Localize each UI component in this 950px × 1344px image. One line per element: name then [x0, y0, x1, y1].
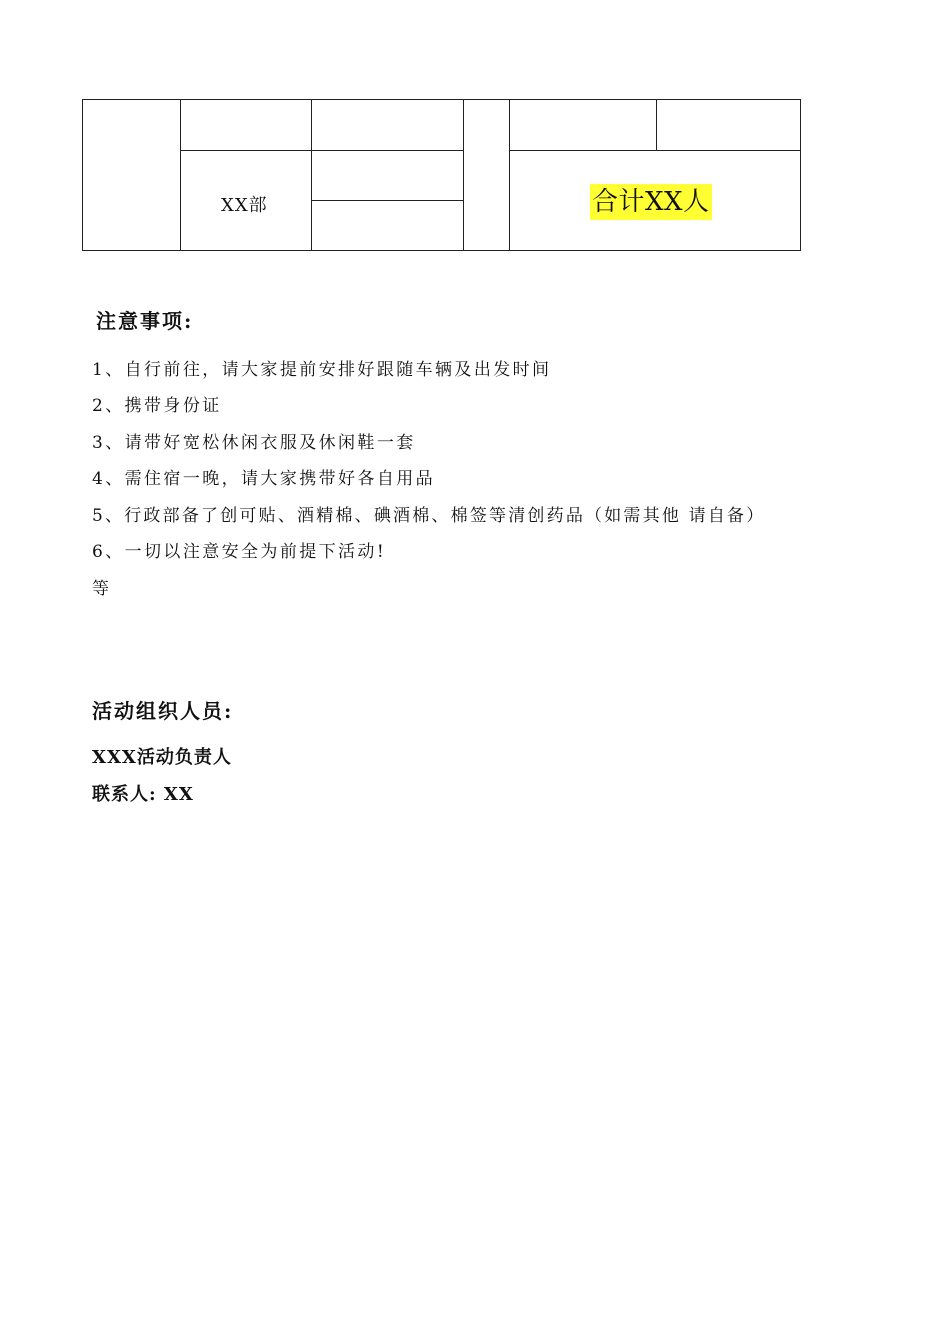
- organizers-heading: 活动组织人员:: [92, 699, 234, 723]
- total-count-highlight: 合计XX人: [590, 184, 712, 220]
- table-divider: [311, 99, 312, 251]
- table-divider: [180, 99, 181, 251]
- table-border-bottom: [82, 250, 801, 251]
- note-item: 等: [92, 579, 112, 599]
- table-border-right: [800, 99, 801, 251]
- note-item: 4、需住宿一晚，请大家携带好各自用品: [92, 469, 436, 489]
- note-item: 6、一切以注意安全为前提下活动!: [92, 542, 387, 562]
- note-item: 2、携带身份证: [92, 396, 222, 416]
- note-item: 5、行政部备了创可贴、酒精棉、碘酒棉、棉签等清创药品（如需其他 请自备）: [92, 506, 766, 526]
- table-divider: [463, 99, 464, 251]
- organizer-contact: 联系人: XX: [92, 784, 194, 805]
- table-divider: [180, 150, 464, 151]
- note-item: 3、请带好宽松休闲衣服及休闲鞋一套: [92, 433, 416, 453]
- organizer-lead: XXX活动负责人: [92, 747, 232, 768]
- note-item: 1、自行前往，请大家提前安排好跟随车辆及出发时间: [92, 360, 552, 380]
- table-border-left: [82, 99, 83, 251]
- table-divider: [509, 99, 510, 251]
- table-divider: [311, 200, 464, 201]
- table-divider: [656, 99, 657, 150]
- table-divider: [509, 150, 801, 151]
- schedule-table: [82, 99, 801, 251]
- notes-heading: 注意事项:: [96, 309, 194, 333]
- table-border-top: [82, 99, 801, 100]
- department-cell: XX部: [221, 195, 268, 216]
